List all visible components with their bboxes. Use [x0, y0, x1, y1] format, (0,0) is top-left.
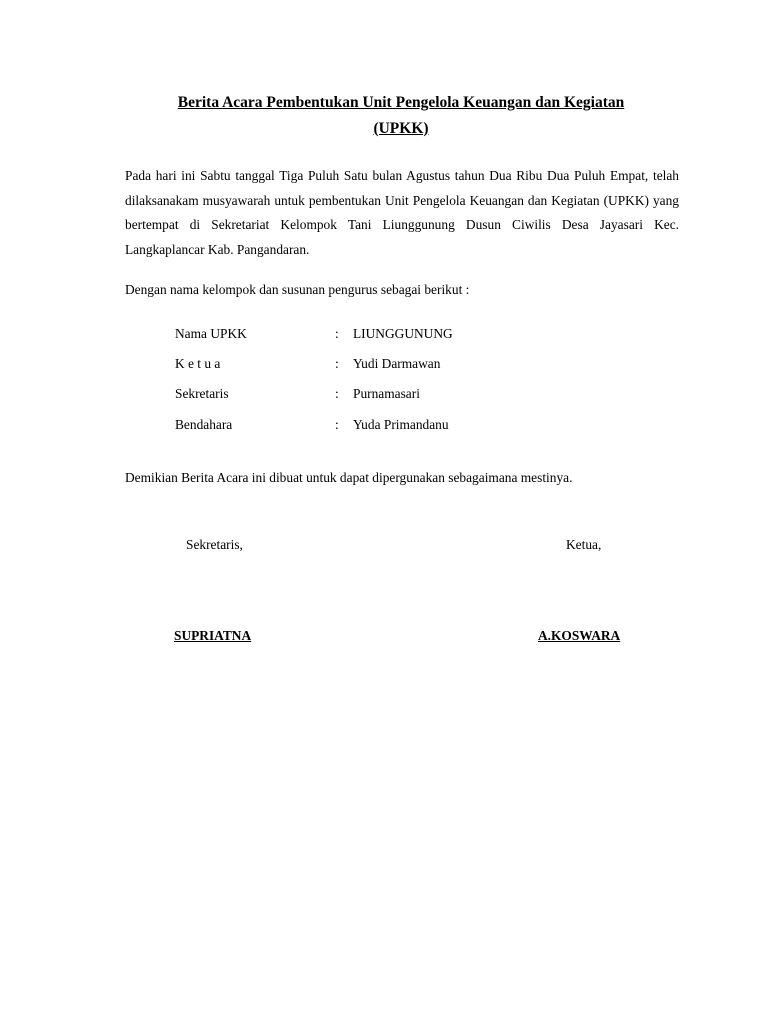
member-value: Purnamasari [353, 386, 420, 401]
member-label: Sekretaris [175, 386, 229, 401]
opening-paragraph: Pada hari ini Sabtu tanggal Tiga Puluh Satu bulan Agustus tahun Dua Ribu Dua Puluh Empat, telah dilaksanakam musyawarah untuk pembentukan Unit Pengelola Keuangan dan Kegiatan (UPKK) yang bertempat di Sekretariat Kelompok Tani Liunggunung Dusun Ciwilis Desa Jayasari Kec. Langkaplancar Kab. Pangandaran. [125, 168, 679, 257]
member-row-bendahara [0, 414, 768, 436]
document-title-line-1: Berita Acara Pembentukan Unit Pengelola Keuangan dan Kegiatan [177, 94, 625, 111]
member-colon: : [335, 356, 339, 371]
member-value: Yudi Darmawan [353, 356, 441, 371]
closing-paragraph: Demikian Berita Acara ini dibuat untuk dapat dipergunakan sebagaimana mestinya. [125, 470, 573, 485]
member-value: LIUNGGUNUNG [353, 326, 453, 341]
document-title-line-2: (UPKK) [373, 120, 429, 137]
member-value: Yuda Primandanu [353, 417, 449, 432]
member-label: K e t u a [175, 356, 221, 371]
signature-left-name: SUPRIATNA [174, 628, 252, 643]
signature-left-role: Sekretaris, [186, 537, 243, 552]
member-label: Bendahara [175, 417, 233, 432]
member-label: Nama UPKK [175, 326, 247, 341]
member-row-ketua [0, 353, 768, 375]
member-colon: : [335, 386, 339, 401]
intro-paragraph: Dengan nama kelompok dan susunan pengurus sebagai berikut : [125, 282, 470, 297]
member-row-sekretaris [0, 383, 768, 405]
signature-right-name: A.KOSWARA [538, 628, 621, 643]
member-colon: : [335, 326, 339, 341]
signature-right-role: Ketua, [566, 537, 602, 552]
member-colon: : [335, 417, 339, 432]
member-row-nama-upkk [0, 323, 768, 345]
